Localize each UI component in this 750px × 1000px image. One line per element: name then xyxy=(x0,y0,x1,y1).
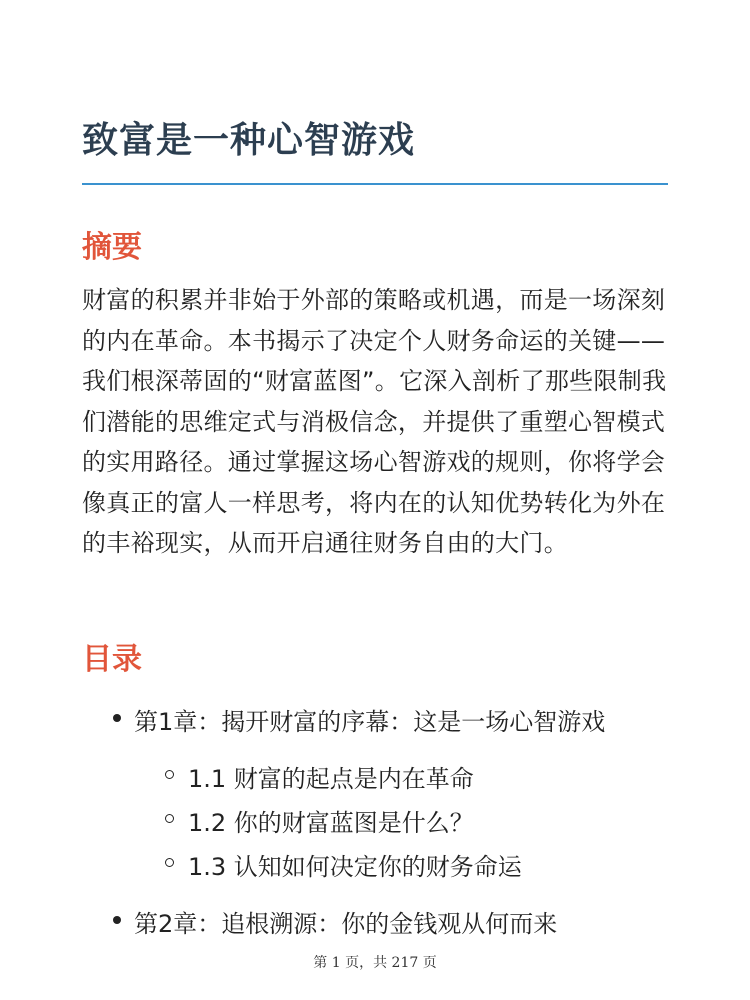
document-title: 致富是一种心智游戏 xyxy=(82,120,416,161)
toc-item-label: 第1章：揭开财富的序幕：这是一场心智游戏 xyxy=(134,708,606,736)
document-page xyxy=(82,0,668,1000)
bullet-circle-icon xyxy=(165,814,174,823)
title-divider xyxy=(82,183,668,185)
bullet-disc-icon xyxy=(113,714,121,722)
toc-item-label: 1.1 财富的起点是内在革命 xyxy=(188,765,474,793)
toc-item-label: 第2章：追根溯源：你的金钱观从何而来 xyxy=(134,910,558,938)
bullet-disc-icon xyxy=(113,916,121,924)
toc-heading: 目录 xyxy=(82,642,142,677)
page-number-footer: 第 1 页，共 217 页 xyxy=(313,955,437,971)
abstract-body: 财富的积累并非始于外部的策略或机遇，而是一场深刻的内在革命。本书揭示了决定个人财务命运的关键——我们根深蒂固的“财富蓝图”。它深入剖析了那些限制我们潜能的思维定式与消极信念，并提供了重塑心智模式的实用路径。通过掌握这场心智游戏的规则，你将学会像真正的富人一样思考，将内在的认知优势转化为外在的丰裕现实，从而开启通往财务自由的大门。 xyxy=(82,286,667,557)
bullet-circle-icon xyxy=(165,770,174,779)
bullet-circle-icon xyxy=(165,858,174,867)
toc-item-label: 1.2 你的财富蓝图是什么？ xyxy=(188,809,474,837)
abstract-heading: 摘要 xyxy=(82,230,142,265)
toc-item-label: 1.3 认知如何决定你的财务命运 xyxy=(188,853,522,881)
